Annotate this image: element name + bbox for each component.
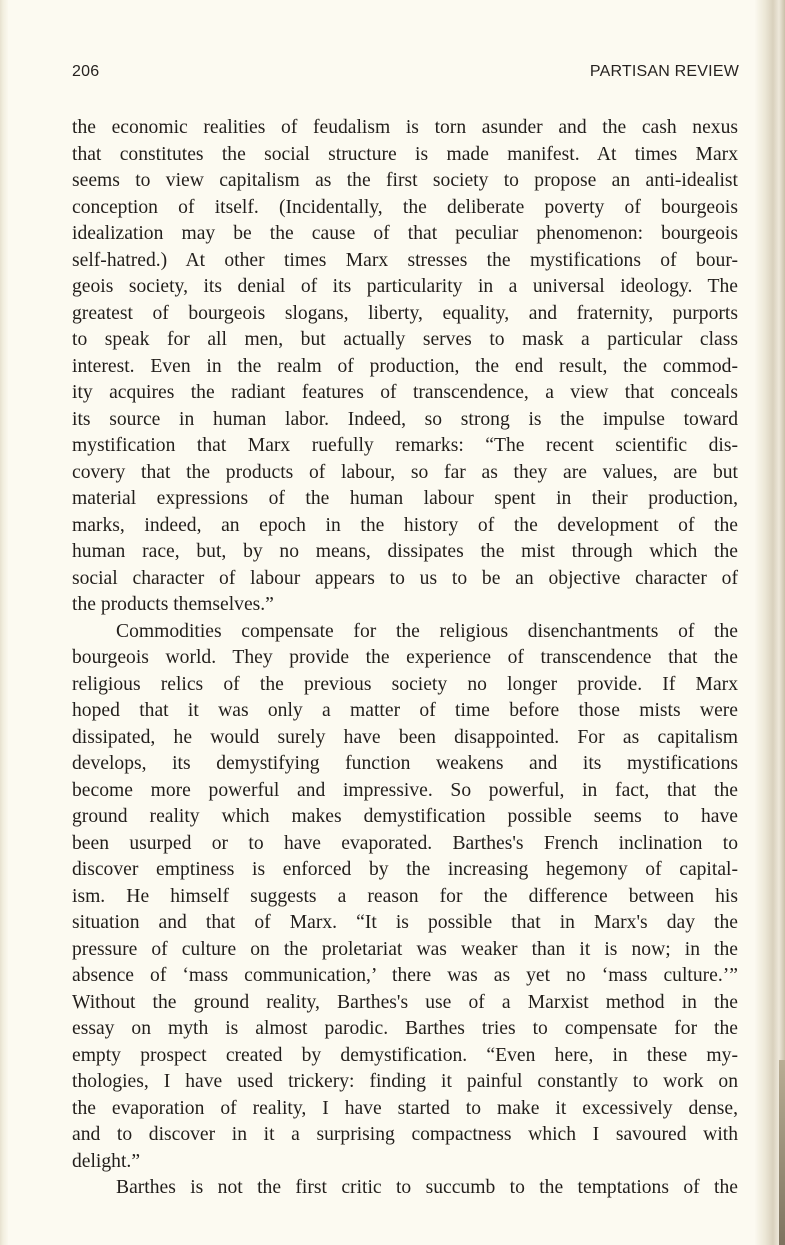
text-line: become more powerful and impressive. So powerful, in fact, that the [72, 779, 738, 801]
text-line: hoped that it was only a matter of time before those mists were [72, 700, 738, 721]
text-line: situation and that of Marx. “It is possible that in Marx's day the [72, 912, 738, 933]
text-line: ground reality which makes demystification possible seems to have [72, 806, 738, 827]
text-line: seems to view capitalism as the first society to propose an anti-idealist [72, 170, 738, 191]
text-line: the products themselves.” [72, 594, 274, 615]
text-line: the evaporation of reality, I have started to make it excessively dense, [72, 1097, 738, 1119]
text-line: interest. Even in the realm of production, the end result, the commod- [72, 355, 738, 377]
body-text [72, 115, 738, 1202]
text-line: geois society, its denial of its particularity in a universal ideology. The [72, 276, 738, 297]
text-line: been usurped or to have evaporated. Barthes's French inclination to [72, 832, 738, 854]
page-number: 206 [72, 63, 100, 80]
text-line: self-hatred.) At other times Marx stresses the mystifications of bour- [72, 249, 738, 271]
text-line: social character of labour appears to us to be an objective character of [72, 567, 738, 589]
text-line: empty prospect created by demystification. “Even here, in these my- [72, 1044, 738, 1066]
text-line: mystification that Marx ruefully remarks: “The recent scientific dis- [72, 435, 738, 456]
text-line: ity acquires the radiant features of transcendence, a view that conceals [72, 382, 738, 403]
text-line: bourgeois world. They provide the experience of transcendence that the [72, 647, 738, 668]
text-line: its source in human labor. Indeed, so strong is the impulse toward [72, 408, 738, 430]
text-line: material expressions of the human labour spent in their production, [72, 488, 738, 509]
text-line: idealization may be the cause of that peculiar phenomenon: bourgeois [72, 223, 738, 244]
text-line: conception of itself. (Incidentally, the deliberate poverty of bourgeois [72, 196, 738, 218]
page-gutter-left [0, 0, 8, 1245]
paragraph-first-line: Commodities compensate for the religious disenchantments of the [116, 620, 738, 642]
text-line: discover emptiness is enforced by the increasing hegemony of capital- [72, 859, 738, 880]
text-line: thologies, I have used trickery: finding it painful constantly to work on [72, 1071, 738, 1092]
text-line: develops, its demystifying function weakens and its mystifications [72, 753, 738, 774]
text-line: greatest of bourgeois slogans, liberty, equality, and fraternity, purports [72, 302, 738, 324]
text-line: dissipated, he would surely have been disappointed. For as capitalism [72, 726, 738, 748]
text-line: marks, indeed, an epoch in the history of the development of the [72, 514, 738, 536]
text-line: delight.” [72, 1150, 141, 1172]
text-line: religious relics of the previous society no longer provide. If Marx [72, 673, 738, 695]
text-line: human race, but, by no means, dissipates the mist through which the [72, 541, 738, 562]
page-edge-right [755, 0, 785, 1245]
text-line: pressure of culture on the proletariat was weaker than it is now; in the [72, 938, 738, 960]
running-head [72, 63, 739, 85]
text-line: covery that the products of labour, so far as they are values, are but [72, 461, 738, 483]
text-line: Without the ground reality, Barthes's use of a Marxist method in the [72, 991, 738, 1013]
journal-title: PARTISAN REVIEW [589, 63, 739, 80]
text-line: and to discover in it a surprising compactness which I savoured with [72, 1124, 738, 1145]
text-line: that constitutes the social structure is made manifest. At times Marx [72, 143, 738, 165]
page-edge-shadow [779, 1060, 785, 1245]
text-line: the economic realities of feudalism is torn asunder and the cash nexus [72, 117, 738, 138]
text-line: ism. He himself suggests a reason for the difference between his [72, 885, 738, 907]
paragraph-first-line: Barthes is not the first critic to succumb to the temptations of the [116, 1177, 738, 1198]
text-line: to speak for all men, but actually serves to mask a particular class [72, 329, 738, 350]
text-line: essay on myth is almost parodic. Barthes tries to compensate for the [72, 1018, 738, 1039]
text-line: absence of ‘mass communication,’ there was as yet no ‘mass culture.’” [72, 965, 738, 986]
